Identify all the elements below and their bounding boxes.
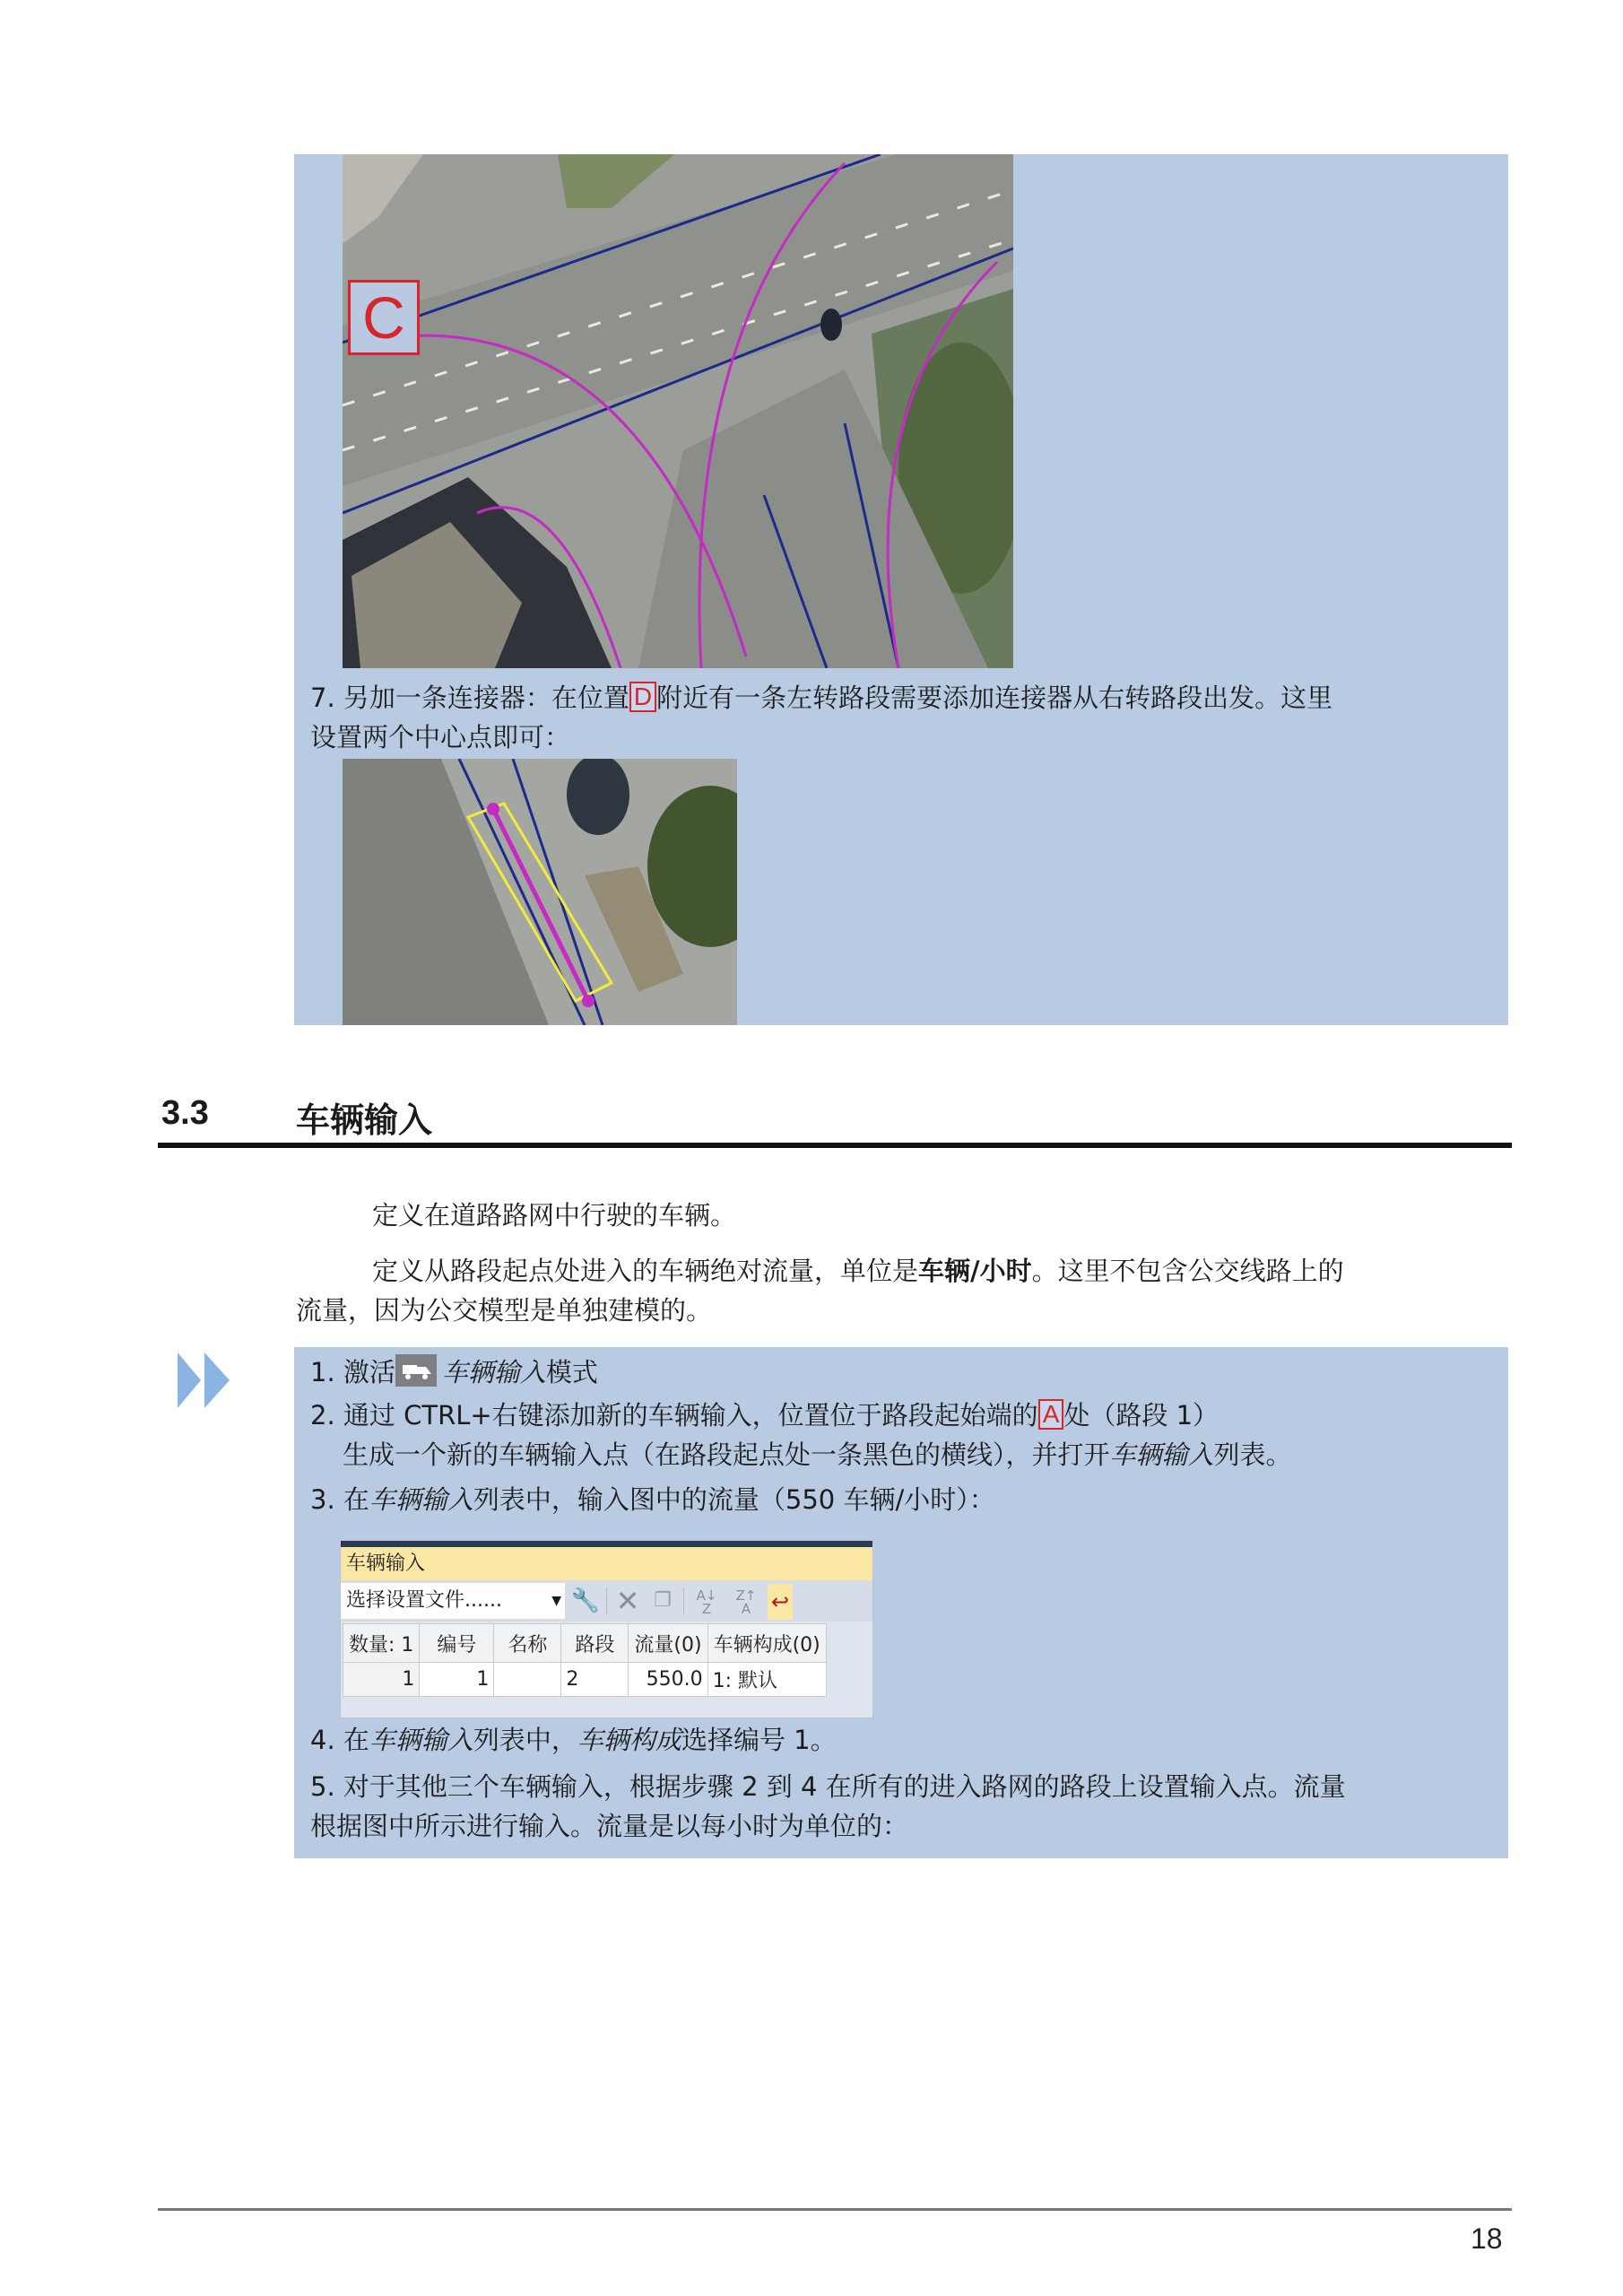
column-header-name[interactable]: 名称 [494, 1624, 561, 1663]
step-4-text-mid: 列表中， [473, 1725, 577, 1755]
aerial-image-intersection [343, 154, 1013, 668]
step-3 [310, 1480, 995, 1519]
chevron-down-icon[interactable]: ▼ [551, 1594, 561, 1608]
toolbar-separator [606, 1587, 607, 1614]
column-header-link[interactable]: 路段 [561, 1624, 629, 1663]
vehicle-input-mode-icon [395, 1354, 437, 1387]
table-header-row [343, 1624, 827, 1663]
cell-link[interactable]: 2 [561, 1663, 629, 1697]
page-number: 18 [1471, 2222, 1503, 2255]
vehicle-input-list-window [340, 1540, 873, 1718]
unit-bold: 车辆/小时 [918, 1256, 1032, 1286]
toolbar-separator [683, 1587, 684, 1614]
table-row[interactable] [343, 1663, 827, 1697]
column-header-count[interactable]: 数量: 1 [343, 1624, 420, 1663]
vehicle-input-table [343, 1623, 827, 1697]
list-toolbar [341, 1580, 872, 1622]
section-title: 车辆输入 [296, 1100, 433, 1140]
intro-paragraph-2 [372, 1250, 1344, 1292]
column-header-volume[interactable]: 流量(0) [629, 1624, 707, 1663]
step-2-line-2-cont: 列表。 [1213, 1439, 1292, 1470]
step-7-line-1 [310, 678, 1332, 718]
step-2-line-2 [343, 1435, 1292, 1474]
aerial-image-connector-detail [343, 759, 737, 1025]
step-4-text-end: 选择编号 1。 [681, 1725, 837, 1755]
column-header-number[interactable]: 编号 [420, 1624, 494, 1663]
sort-ascending-icon[interactable]: A↓ Z [696, 1587, 717, 1617]
section-number: 3.3 [161, 1094, 209, 1132]
step-4-text: 4. 在 [310, 1725, 369, 1755]
select-placeholder: 选择设置文件...... [346, 1589, 502, 1612]
wrench-icon[interactable]: 🔧 [570, 1587, 601, 1614]
sync-icon[interactable]: ↩ [768, 1584, 793, 1620]
step-2-text-cont: 处（路段 1） [1063, 1400, 1219, 1431]
marker-d: D [629, 682, 656, 712]
step-1 [310, 1352, 598, 1392]
cell-number[interactable]: 1 [420, 1663, 494, 1697]
window-title: 车辆输入 [341, 1547, 872, 1580]
step-7-text: 7. 另加一条连接器：在位置 [310, 683, 629, 713]
step-2-emphasis: 车辆输入 [1109, 1439, 1214, 1470]
delete-icon[interactable]: ✕ [615, 1584, 640, 1618]
step-5-line-2: 根据图中所示进行输入。流量是以每小时为单位的： [310, 1811, 909, 1841]
step-2-line-2-text: 生成一个新的车辆输入点（在路段起点处一条黑色的横线），并打开 [343, 1439, 1110, 1470]
duplicate-icon[interactable]: ❐ [654, 1589, 672, 1612]
step-3-emphasis: 车辆输入 [369, 1484, 473, 1515]
intro-p2-text-cont: 。这里不包含公交线路上的 [1031, 1256, 1344, 1286]
step-2-text: 2. 通过 CTRL+右键添加新的车辆输入，位置位于路段起始端的 [310, 1400, 1038, 1431]
window-top-bar [341, 1541, 872, 1547]
step-3-text-cont: 列表中，输入图中的流量（550 车辆/小时）： [473, 1484, 995, 1515]
marker-a: A [1038, 1399, 1064, 1430]
double-arrow-icon [178, 1352, 235, 1408]
intro-paragraph-2-line-2: 流量，因为公交模型是单独建模的。 [296, 1295, 713, 1326]
section-rule [158, 1143, 1512, 1148]
footer-rule [158, 2208, 1512, 2211]
intro-p2-text: 定义从路段起点处进入的车辆绝对流量，单位是 [372, 1256, 919, 1286]
step-7-line-2: 设置两个中心点即可： [310, 722, 571, 752]
cell-vehicle-composition[interactable]: 1: 默认 [707, 1663, 826, 1697]
cell-volume[interactable]: 550.0 [629, 1663, 707, 1697]
step-5-line-1: 5. 对于其他三个车辆输入，根据步骤 2 到 4 在所有的进入路网的路段上设置输入点。流量 [310, 1771, 1346, 1802]
step-3-text: 3. 在 [310, 1484, 369, 1515]
step-1-text: 1. 激活 [310, 1357, 395, 1387]
step-4-emphasis-2: 车辆构成 [577, 1725, 681, 1755]
step-4 [310, 1720, 837, 1760]
intro-paragraph-1: 定义在道路路网中行驶的车辆。 [372, 1200, 737, 1231]
step-1-text-cont: 模式 [545, 1357, 598, 1387]
settings-file-select[interactable] [341, 1583, 565, 1619]
step-7-text-cont: 附近有一条左转路段需要添加连接器从右转路段出发。这里 [656, 683, 1333, 713]
step-1-emphasis: 车辆输入 [441, 1357, 546, 1387]
step-4-emphasis-1: 车辆输入 [369, 1725, 473, 1755]
step-2-line-1 [310, 1396, 1219, 1435]
cell-name[interactable] [494, 1663, 561, 1697]
column-header-vehicle-composition[interactable]: 车辆构成(0) [707, 1624, 826, 1663]
sort-descending-icon[interactable]: Z↑ A [735, 1587, 757, 1617]
cell-row-index[interactable]: 1 [343, 1663, 420, 1697]
marker-c: C [348, 280, 420, 355]
